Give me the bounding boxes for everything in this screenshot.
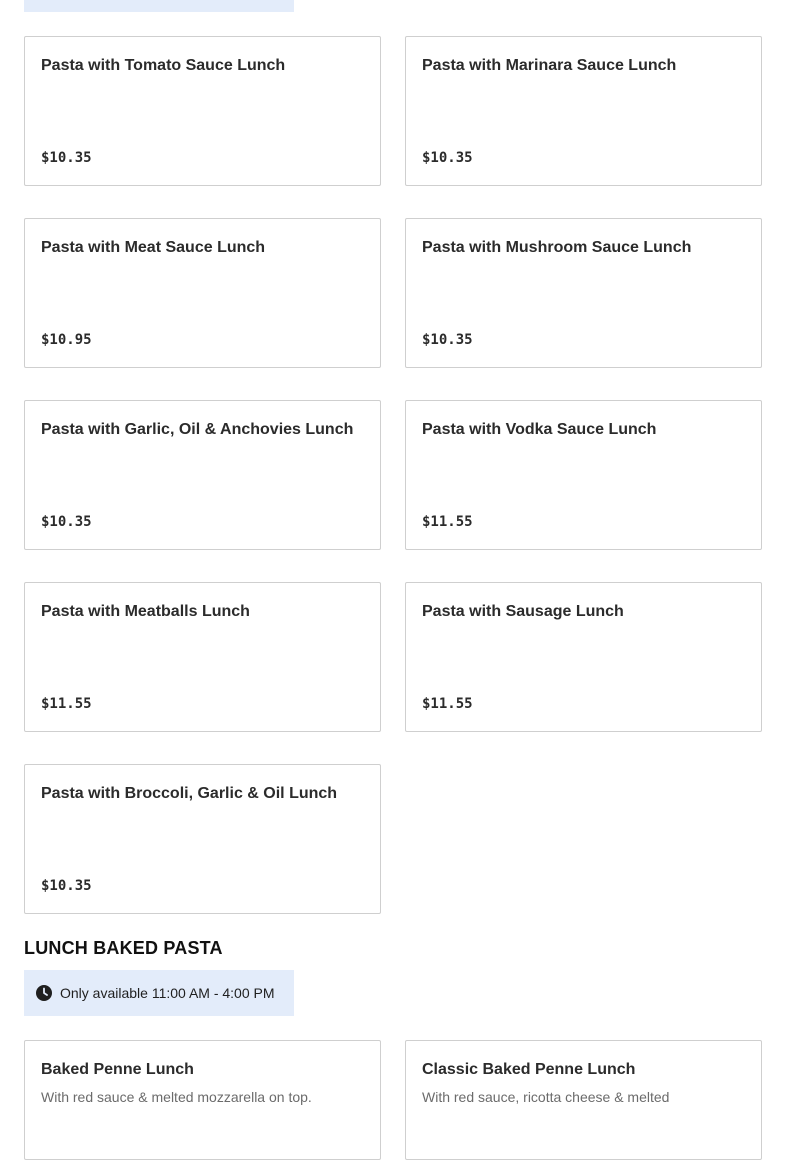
menu-item-name: Baked Penne Lunch	[41, 1061, 194, 1078]
menu-item-name: Pasta with Tomato Sauce Lunch	[41, 57, 286, 74]
menu-item-card[interactable]	[405, 400, 762, 550]
menu-item-name: Pasta with Meat Sauce Lunch	[41, 239, 266, 256]
menu-item-name: Pasta with Garlic, Oil & Anchovies Lunch	[41, 421, 354, 438]
menu-item-card[interactable]	[405, 1040, 762, 1160]
menu-item-description: With red sauce & melted mozzarella on top.	[41, 1089, 312, 1105]
menu-item-description: With red sauce, ricotta cheese & melted	[422, 1089, 670, 1105]
menu-item-card[interactable]	[24, 218, 381, 368]
clock-icon	[36, 985, 52, 1001]
menu-item-name: Pasta with Broccoli, Garlic & Oil Lunch	[41, 785, 338, 802]
menu-item-price: $10.35	[422, 150, 473, 166]
menu-item-name: Classic Baked Penne Lunch	[422, 1061, 636, 1078]
menu-item-name: Pasta with Sausage Lunch	[422, 603, 624, 620]
menu-item-price: $11.55	[422, 696, 473, 712]
menu-item-name: Pasta with Mushroom Sauce Lunch	[422, 239, 692, 256]
menu-item-card[interactable]	[405, 218, 762, 368]
menu-item-name: Pasta with Vodka Sauce Lunch	[422, 421, 657, 438]
menu-item-card[interactable]	[24, 400, 381, 550]
menu-item-price: $10.95	[41, 332, 92, 348]
menu-item-name: Pasta with Marinara Sauce Lunch	[422, 57, 677, 74]
menu-item-price: $10.35	[41, 514, 92, 530]
menu-item-card[interactable]	[24, 1040, 381, 1160]
availability-banner	[24, 970, 294, 1016]
menu-item-price: $10.35	[41, 878, 92, 894]
section-title: LUNCH BAKED PASTA	[24, 938, 223, 958]
menu-item-price: $10.35	[41, 150, 92, 166]
menu-item-card[interactable]	[24, 764, 381, 914]
menu-item-price: $11.55	[422, 514, 473, 530]
menu-item-price: $11.55	[41, 696, 92, 712]
menu-item-card[interactable]	[405, 36, 762, 186]
menu-item-price: $10.35	[422, 332, 473, 348]
menu-item-card[interactable]	[405, 582, 762, 732]
menu-item-card[interactable]	[24, 36, 381, 186]
menu-item-name: Pasta with Meatballs Lunch	[41, 603, 250, 620]
availability-banner-top	[24, 0, 294, 12]
availability-text: Only available 11:00 AM - 4:00 PM	[60, 985, 275, 1001]
menu-item-card[interactable]	[24, 582, 381, 732]
